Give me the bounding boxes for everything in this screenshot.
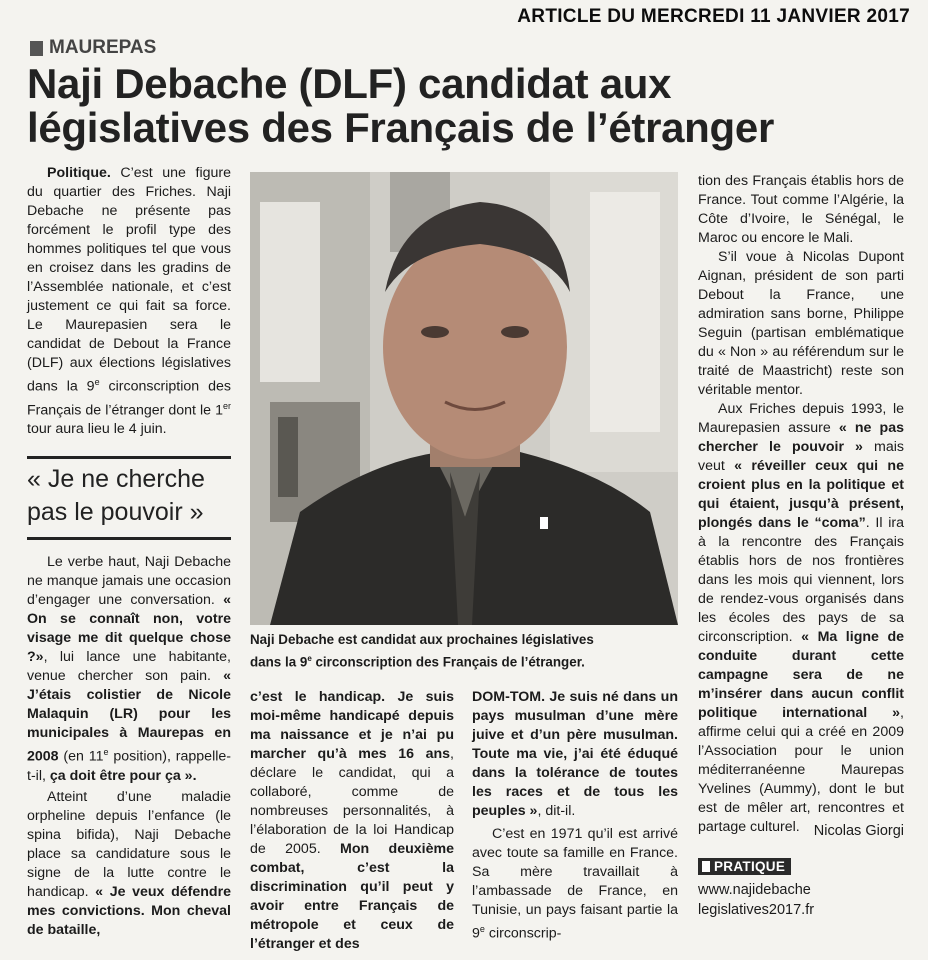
column-4-body xyxy=(698,172,904,837)
section-label-text: MAUREPAS xyxy=(49,37,157,58)
col4-text-2: mais veut xyxy=(698,439,904,474)
column-3-body xyxy=(472,688,678,944)
section-square-icon xyxy=(30,41,43,56)
caption-sup: e xyxy=(307,654,312,663)
lead-paragraph xyxy=(27,164,231,439)
pratique-label-text: PRATIQUE xyxy=(714,859,786,874)
website-link-line-1[interactable]: www.najidebache xyxy=(698,882,811,898)
lead-sup-2: er xyxy=(222,400,231,411)
website-link-line-2[interactable]: legislatives2017.fr xyxy=(698,902,815,918)
candidate-photo xyxy=(250,172,678,625)
caption-line-1: Naji Debache est candidat aux prochaines législatives xyxy=(250,632,594,647)
pratique-label xyxy=(698,858,791,875)
col2-quote-2: Mon deuxième combat, c’est la discrimination qu’il peut y avoir entre Français de métropole et ceux de l’étranger et des xyxy=(250,841,455,952)
col4-paragraph-1: tion des Français établis hors de France. Tout comme l’Algérie, la Côte d’Ivoire, le Sénégal, le Maroc ou encore le Mali. xyxy=(698,173,904,246)
col4-quote-2: « réveiller ceux qui ne croient plus en la politique et qui étaient, jusqu’à présent, plongés dans le “coma” xyxy=(698,458,904,531)
headline-line-2: législatives des Français de l’étranger xyxy=(27,104,774,151)
col3-text: , dit-il. xyxy=(537,803,576,819)
col2-quote-1: c’est le handicap. Je suis moi-même handicapé depuis ma naissance et je n’ai pu marcher qu’à mes 16 ans xyxy=(250,689,454,762)
pull-quote: « Je ne cherche pas le pouvoir » xyxy=(27,456,231,540)
headline-line-1: Naji Debache (DLF) candidat aux xyxy=(27,60,672,107)
article-headline xyxy=(27,62,907,150)
col1-text-2: , lui lance une habitante, venue chercher son pain. xyxy=(27,649,231,684)
col4-text-4: , affirme celui qui a créé en 2009 l’Association pour le union méditerranéenne Maurepas Yvelines (Aummy), dont le but est de mêler art, rencontres et partage culturel. xyxy=(698,705,904,835)
lead-sup-1: e xyxy=(94,377,100,387)
pratique-square-icon xyxy=(702,861,710,872)
col1-quote-3: ça doit être pour ça ». xyxy=(49,767,197,784)
author-signature: Nicolas Giorgi xyxy=(813,823,904,839)
website-link[interactable] xyxy=(698,880,814,920)
col4-quote-1: « ne pas chercher le pouvoir » xyxy=(698,420,904,455)
col3-sup: e xyxy=(479,924,485,934)
col4-quote-3: « Ma ligne de conduite durant cette campagne sera de ne m’insérer dans aucun conflit politique international » xyxy=(698,629,905,721)
col1-text-3: (en 11 xyxy=(58,748,104,765)
caption-line-2a: dans la 9 xyxy=(250,654,308,670)
col3-text-2: C’est en 1971 qu’il est arrivé avec toute sa famille en France. Sa mère travaillait à l’ambassade de France, en Tunisie, un pays faisant partie la 9 xyxy=(472,826,678,942)
column-2-body xyxy=(250,688,454,954)
col4-text: Aux Friches depuis 1993, le Maurepasien assure xyxy=(698,401,904,436)
col1-text-5: Atteint d’une maladie orpheline depuis l’enfance (le spina bifida), Naji Debache place sa candidature sous le signe de la lutte contre le handicap. xyxy=(27,788,231,900)
lead-kicker: Politique. xyxy=(47,165,111,181)
section-label xyxy=(30,37,156,59)
photo-caption xyxy=(250,630,678,671)
col1-sup: e xyxy=(103,747,109,757)
col1-quote-2: « J’étais colistier de Nicole Malaquin (LR) pour les municipales à Maurepas en 2008 xyxy=(27,668,231,765)
portrait-illustration xyxy=(250,172,678,625)
col3-text-3: circonscrip- xyxy=(484,925,562,942)
lead-text: C’est une figure du quartier des Friches. Naji Debache ne présente pas forcément le profil type des hommes politiques tel que vous en croisez dans les gradins de l’Assemblée nationale, et c’est justement ce qui fait sa force. Le Maurepasien sera le candidat de Debout la France (DLF) aux élections législatives dans la 9 xyxy=(27,165,231,395)
col1-quote-1: « On se connaît non, votre visage me dit quelque chose ?» xyxy=(27,592,231,665)
column-1-body xyxy=(27,553,231,940)
col1-text-4: position), rappelle-t-il, xyxy=(27,748,231,784)
col1-text: Le verbe haut, Naji Debache ne manque jamais une occasion d’engager une conversation. xyxy=(27,554,231,608)
col4-paragraph-2: S’il voue à Nicolas Dupont Aignan, président de son parti Debout la France, une admiration sans borne, Philippe Seguin (partisan emblématique du « Non » au référendum sur le traité de Maastricht) reste son véritable mentor. xyxy=(698,249,904,398)
article-date-header: ARTICLE DU MERCREDI 11 JANVIER 2017 xyxy=(517,6,910,27)
col2-text: , déclare le candidat, qui a collaboré, comme de nombreuses personnalités, à l’élaboration de la loi Handicap de 2005. xyxy=(250,746,454,857)
col3-quote: DOM-TOM. Je suis né dans un pays musulman d’une mère juive et d’un père musulman. Toute ma vie, j’ai été éduqué dans la tolérance de toutes les races et de tous les peuples » xyxy=(472,689,678,819)
col1-quote-4: « Je veux défendre mes convictions. Mon cheval de bataille, xyxy=(27,883,231,938)
caption-line-2b: circonscription des Français de l’étranger. xyxy=(311,654,585,670)
lead-text-2: circonscription des Français de l’étranger dont le 1 xyxy=(27,378,231,419)
lead-text-3: tour aura lieu le 4 juin. xyxy=(27,421,167,438)
col4-text-3: . Il ira à la rencontre des Français établis hors de nos frontières dans les mois qui viennent, lors de rendez-vous organisés dans les écoles des pays de sa circonscription. xyxy=(698,515,904,645)
